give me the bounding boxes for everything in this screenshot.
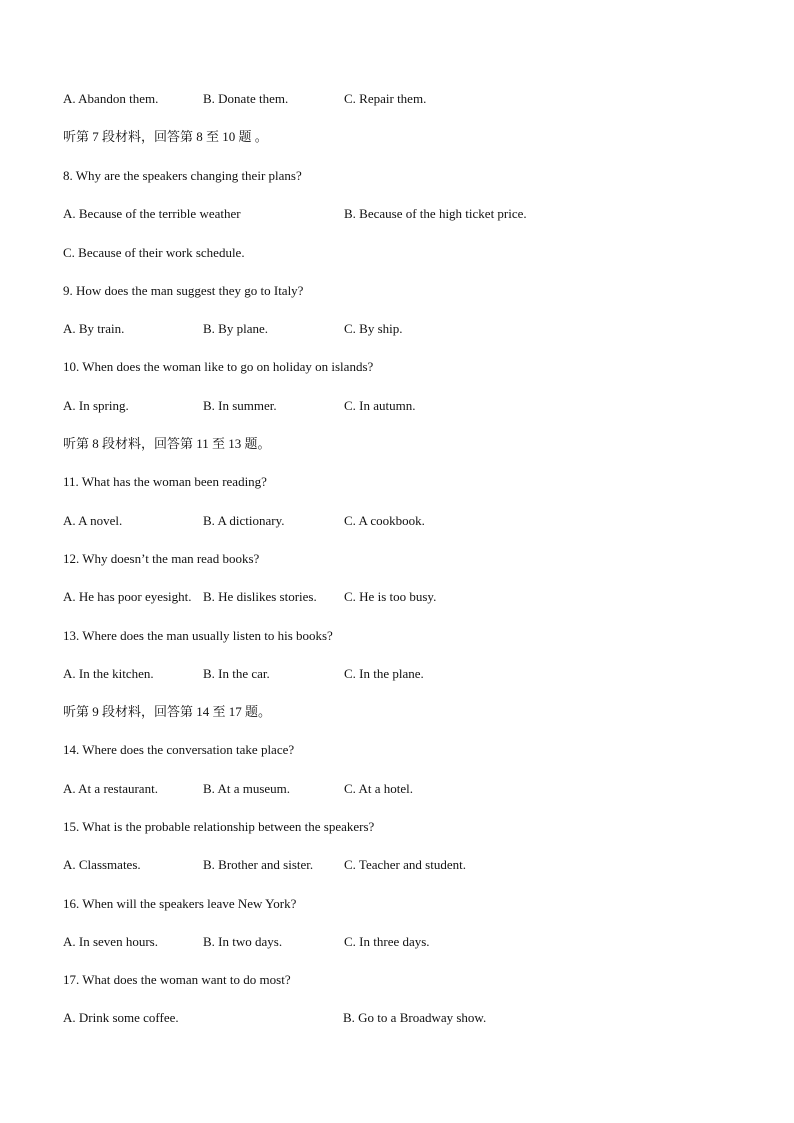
question-13: 13. Where does the man usually listen to his books? <box>63 628 333 643</box>
q14-option-c: C. At a hotel. <box>344 781 413 796</box>
question-11: 11. What has the woman been reading? <box>63 474 267 489</box>
q15-option-b: B. Brother and sister. <box>203 857 314 872</box>
q17-option-b: B. Go to a Broadway show. <box>343 1010 487 1025</box>
q15-option-a: A. Classmates. <box>63 857 141 872</box>
q13-option-a: A. In the kitchen. <box>63 666 154 681</box>
question-10: 10. When does the woman like to go on holiday on islands? <box>63 359 374 374</box>
q9-option-c: C. By ship. <box>344 321 403 336</box>
q17-options <box>63 1010 763 1026</box>
q13-option-b: B. In the car. <box>203 666 270 681</box>
q7-option-a: A. Abandon them. <box>63 91 159 106</box>
q7-option-c: C. Repair them. <box>344 91 427 106</box>
q7-option-b: B. Donate them. <box>203 91 289 106</box>
q15-option-c: C. Teacher and student. <box>344 857 466 872</box>
q13-options <box>63 666 763 682</box>
q14-option-b: B. At a museum. <box>203 781 291 796</box>
q12-options <box>63 589 763 605</box>
q11-options <box>63 513 763 529</box>
question-17: 17. What does the woman want to do most? <box>63 972 291 987</box>
q16-options <box>63 934 763 950</box>
section-8-heading: 听第 8 段材料，回答第 11 至 13 题。 <box>63 436 271 451</box>
section-9-heading: 听第 9 段材料，回答第 14 至 17 题。 <box>63 704 272 719</box>
question-9: 9. How does the man suggest they go to Italy? <box>63 283 304 298</box>
q15-options <box>63 857 763 873</box>
q9-options <box>63 321 763 337</box>
q8-option-b: B. Because of the high ticket price. <box>344 206 527 221</box>
q11-option-c: C. A cookbook. <box>344 513 425 528</box>
q12-option-c: C. He is too busy. <box>344 589 437 604</box>
q12-option-b: B. He dislikes stories. <box>203 589 317 604</box>
q14-option-a: A. At a restaurant. <box>63 781 158 796</box>
q11-option-b: B. A dictionary. <box>203 513 285 528</box>
q8-option-c: C. Because of their work schedule. <box>63 245 245 260</box>
q12-option-a: A. He has poor eyesight. <box>63 589 192 604</box>
q16-option-b: B. In two days. <box>203 934 283 949</box>
q14-options <box>63 781 763 797</box>
question-12: 12. Why doesn’t the man read books? <box>63 551 260 566</box>
q10-option-b: B. In summer. <box>203 398 277 413</box>
q9-option-a: A. By train. <box>63 321 125 336</box>
question-8: 8. Why are the speakers changing their plans? <box>63 168 302 183</box>
q13-option-c: C. In the plane. <box>344 666 424 681</box>
q8-option-a: A. Because of the terrible weather <box>63 206 241 221</box>
q16-option-c: C. In three days. <box>344 934 430 949</box>
q16-option-a: A. In seven hours. <box>63 934 158 949</box>
section-7-heading: 听第 7 段材料，回答第 8 至 10 题 。 <box>63 129 268 144</box>
q17-option-a: A. Drink some coffee. <box>63 1010 179 1025</box>
question-15: 15. What is the probable relationship between the speakers? <box>63 819 375 834</box>
q10-option-c: C. In autumn. <box>344 398 416 413</box>
q10-option-a: A. In spring. <box>63 398 129 413</box>
question-14: 14. Where does the conversation take place? <box>63 742 295 757</box>
q7-options <box>63 91 763 107</box>
question-16: 16. When will the speakers leave New York? <box>63 896 297 911</box>
q9-option-b: B. By plane. <box>203 321 268 336</box>
q10-options <box>63 398 763 414</box>
q11-option-a: A. A novel. <box>63 513 123 528</box>
q8-options-row1 <box>63 206 763 222</box>
